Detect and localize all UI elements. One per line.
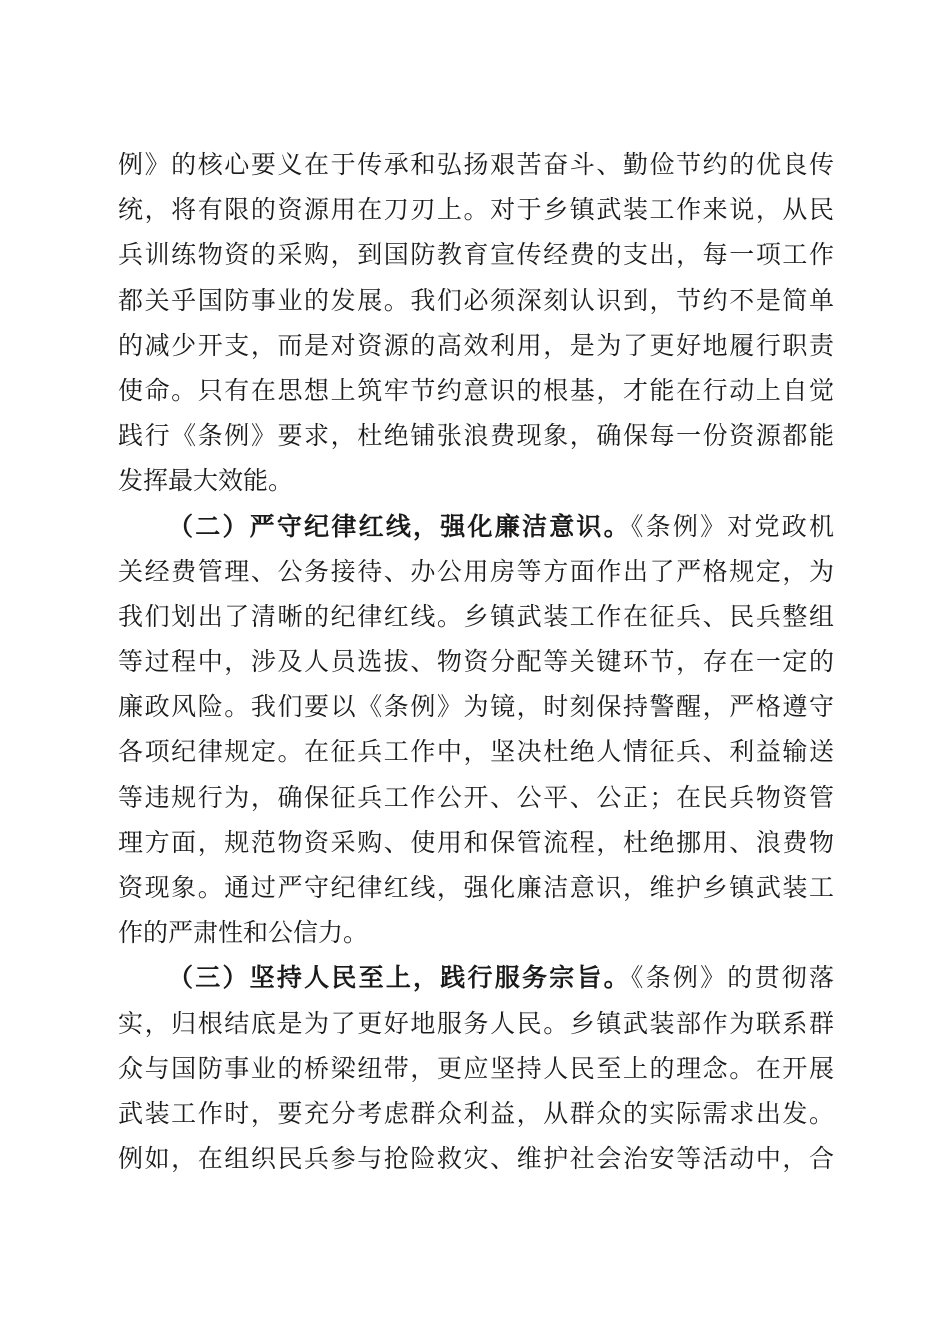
text-line: 等过程中，涉及人员选拔、物资分配等关键环节，存在一定的	[118, 647, 834, 677]
text-line: 都关乎国防事业的发展。我们必须深刻认识到，节约不是简单	[118, 285, 834, 315]
section-2-first-line	[118, 504, 834, 549]
text-line: 统，将有限的资源用在刀刃上。对于乡镇武装工作来说，从民	[118, 195, 834, 225]
text-line: 使命。只有在思想上筑牢节约意识的根基，才能在行动上自觉	[118, 375, 834, 405]
text-line: 武装工作时，要充分考虑群众利益，从群众的实际需求出发。	[118, 1098, 834, 1128]
section-2-heading: （二）严守纪律红线，强化廉洁意识。	[168, 511, 631, 541]
text-line: 例如，在组织民兵参与抢险救灾、维护社会治安等活动中，合	[118, 1144, 834, 1174]
body-text	[118, 142, 834, 1181]
section-3-first-line-text: 《条例》的贯彻落	[630, 963, 834, 993]
section-3-first-line	[118, 955, 834, 1000]
section-3-heading: （三）坚持人民至上，践行服务宗旨。	[168, 963, 631, 993]
text-line: 兵训练物资的采购，到国防教育宣传经费的支出，每一项工作	[118, 240, 834, 270]
text-line: 廉政风险。我们要以《条例》为镜，时刻保持警醒，严格遵守	[118, 692, 834, 722]
text-line: 等违规行为，确保征兵工作公开、公平、公正；在民兵物资管	[118, 782, 834, 812]
text-line: 例》的核心要义在于传承和弘扬艰苦奋斗、勤俭节约的优良传	[118, 150, 834, 179]
text-line: 发挥最大效能。	[118, 466, 294, 496]
text-line: 实，归根结底是为了更好地服务人民。乡镇武装部作为联系群	[118, 1008, 834, 1038]
text-line: 资现象。通过严守纪律红线，强化廉洁意识，维护乡镇武装工	[118, 873, 834, 902]
text-line: 的减少开支，而是对资源的高效利用，是为了更好地履行职责	[118, 330, 834, 360]
text-line: 理方面，规范物资采购、使用和保管流程，杜绝挪用、浪费物	[118, 827, 834, 857]
text-line: 关经费管理、公务接待、办公用房等方面作出了严格规定，为	[118, 556, 834, 586]
section-2-first-line-text: 《条例》对党政机	[630, 511, 834, 541]
text-line: 众与国防事业的桥梁纽带，更应坚持人民至上的理念。在开展	[118, 1053, 834, 1083]
text-line: 践行《条例》要求，杜绝铺张浪费现象，确保每一份资源都能	[118, 421, 834, 451]
text-line: 各项纪律规定。在征兵工作中，坚决杜绝人情征兵、利益输送	[118, 737, 834, 767]
text-line: 作的严肃性和公信力。	[118, 918, 369, 948]
text-line: 我们划出了清晰的纪律红线。乡镇武装工作在征兵、民兵整组	[118, 601, 834, 631]
